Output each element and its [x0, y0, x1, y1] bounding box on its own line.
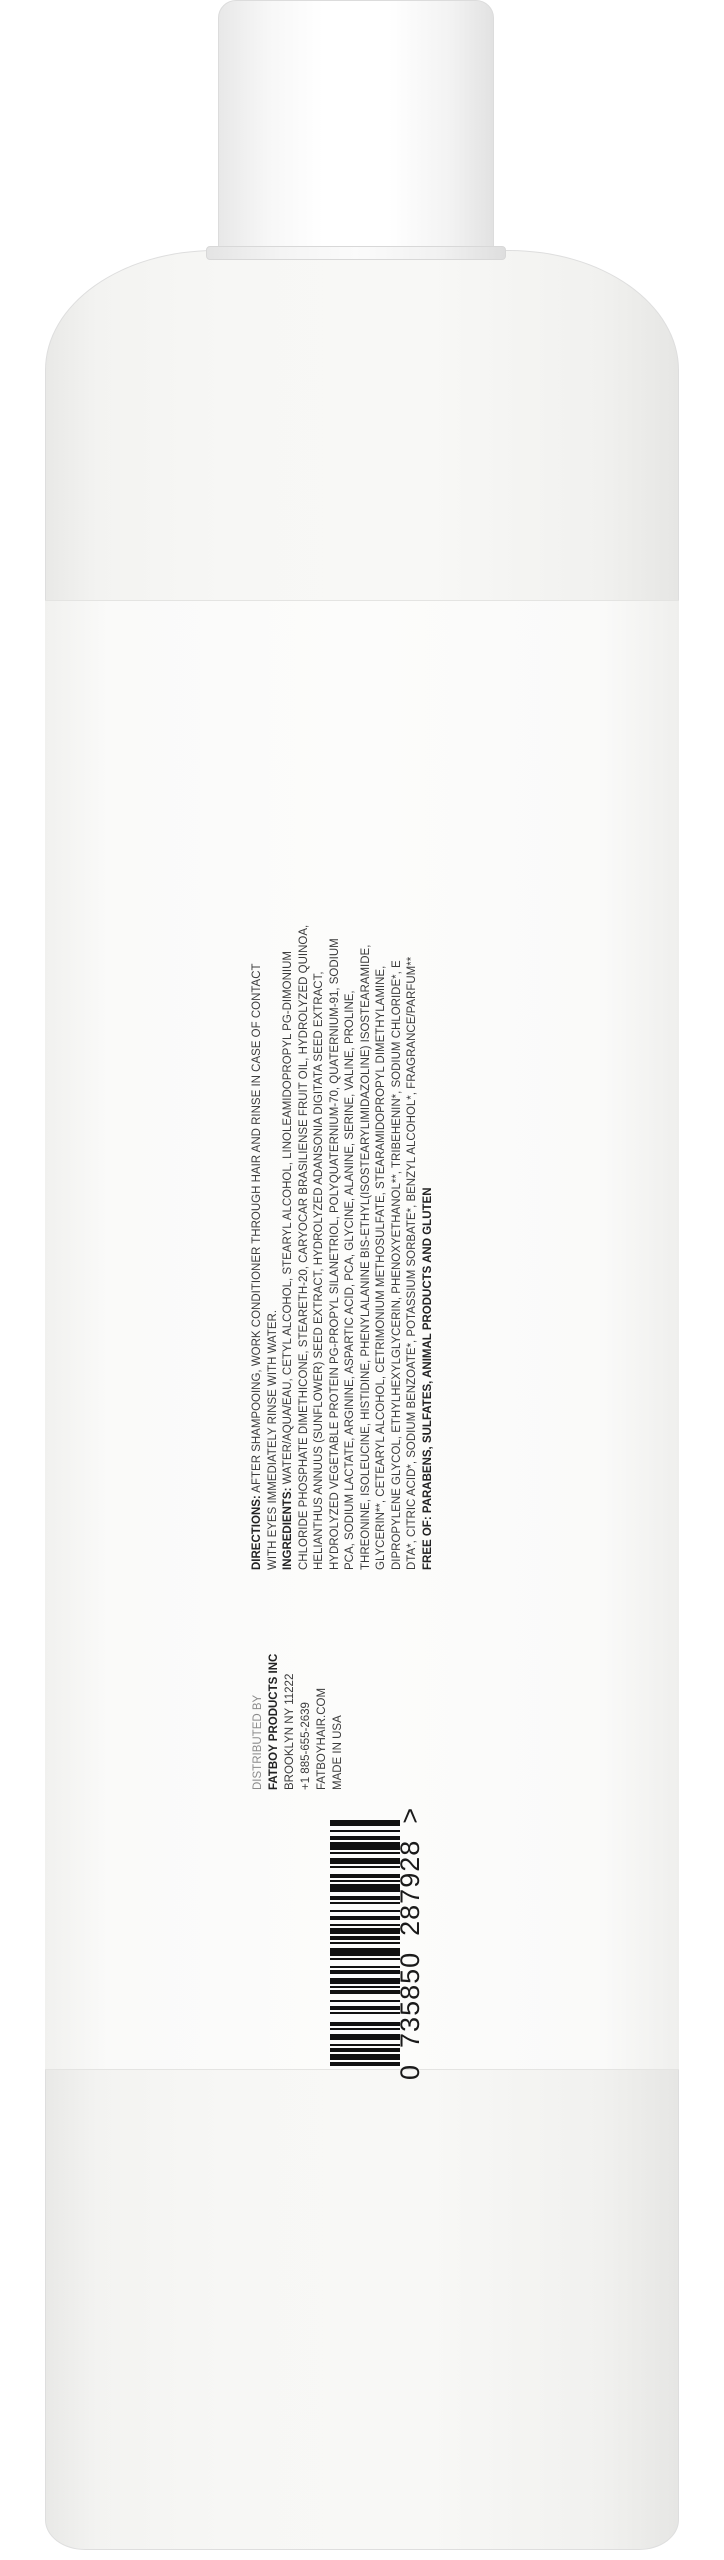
ingredients-text-1: WATER/AQUA/EAU, CETYL ALCOHOL, STEARYL ALCOHOL, LINOLEAMIDOPROPYL PG-DIMONIUM: [282, 950, 294, 1485]
free-of-line: [421, 830, 437, 1570]
ingredients-line: HYDROLYZED VEGETABLE PROTEIN PG-PROPYL SILANETRIOL, POLYQUATERNIUM-70, QUATERNIUM-91, SODIUM: [328, 938, 341, 1570]
directions-line-1: [250, 830, 266, 1570]
free-of-heading: FREE OF:: [421, 1516, 434, 1570]
barcode-digit-group: >: [395, 1806, 425, 1824]
ingredients-line: HELIANTHUS ANNUUS (SUNFLOWER) SEED EXTRACT, HYDROLYZED ADANSONIA DIGITATA SEED EXTRACT,: [313, 971, 325, 1570]
directions-text-1: AFTER SHAMPOOING, WORK CONDITIONER THROUGH HAIR AND RINSE IN CASE OF CONTACT: [251, 963, 263, 1493]
bottle-cap: [218, 0, 494, 255]
ingredients-line: THREONINE, ISOLEUCINE, HISTIDINE, PHENYLALANINE BIS-ETHYL(ISOSTEARYLIMIDAZOLINE) ISOSTEARAMIDE,: [359, 944, 372, 1570]
company-address: BROOKLYN NY 11222: [284, 1673, 296, 1790]
barcode-digits: [395, 1791, 425, 2080]
barcode-stripe: [330, 1842, 400, 1850]
barcode-digit-group: 0: [395, 2063, 425, 2080]
free-of-text: PARABENS, SULFATES, ANIMAL PRODUCTS AND GLUTEN: [421, 1187, 434, 1514]
barcode-stripe: [330, 2014, 400, 2022]
barcode-stripe: [330, 1884, 400, 1892]
ingredients-heading: INGREDIENTS:: [282, 1487, 294, 1570]
company-website: FATBOYHAIR.COM: [316, 1687, 328, 1790]
directions-ingredients-block: [250, 830, 436, 1570]
distributed-by-label: DISTRIBUTED BY: [252, 1694, 264, 1790]
barcode-digit-group: 287928: [395, 1839, 425, 1936]
company-phone: +1 885-655-2639: [300, 1702, 312, 1790]
ingredients-line: PCA, SODIUM LACTATE, ARGININE, ASPARTIC ACID, PCA, GLYCINE, ALANINE, SERINE, VALINE, PROLINE,: [344, 990, 356, 1570]
barcode: [330, 1820, 400, 2070]
barcode-stripe: [330, 1948, 400, 1956]
country-of-origin: MADE IN USA: [332, 1715, 344, 1790]
ingredients-line: CHLORIDE PHOSPHATE DIMETHICONE, STEARETH-20, CARYOCAR BRASILIENSE FRUIT OIL, HYDROLYZED QUINOA,: [297, 924, 310, 1570]
distributor-block: [250, 1570, 346, 1790]
company-name: FATBOY PRODUCTS INC: [268, 1653, 280, 1790]
ingredients-line: GLYCERIN**, CETEARYL ALCOHOL, CETRIMONIUM METHOSULFATE, STEARAMIDOPROPYL DIMETHYLAMINE,: [375, 965, 387, 1570]
ingredients-line-1: [281, 830, 297, 1570]
directions-line-2: WITH EYES IMMEDIATELY RINSE WITH WATER.: [266, 1309, 279, 1570]
barcode-digit-group: 735850: [395, 1951, 425, 2048]
ingredients-line: DTA*, CITRIC ACID*, SODIUM BENZOATE*, POTASSIUM SORBATE*, BENZYL ALCOHOL*, FRAGRANCE/PARFUM**: [406, 956, 418, 1570]
bottle-cap-lip: [206, 246, 506, 260]
directions-heading: DIRECTIONS:: [251, 1495, 263, 1570]
barcode-stripe: [330, 2066, 400, 2070]
ingredients-line: DIPROPYLENE GLYCOL, ETHYLHEXYLGLYCERIN, PHENOXYETHANOL**, TRIBEHENIN*, SODIUM CHLORIDE*, E: [390, 960, 403, 1570]
